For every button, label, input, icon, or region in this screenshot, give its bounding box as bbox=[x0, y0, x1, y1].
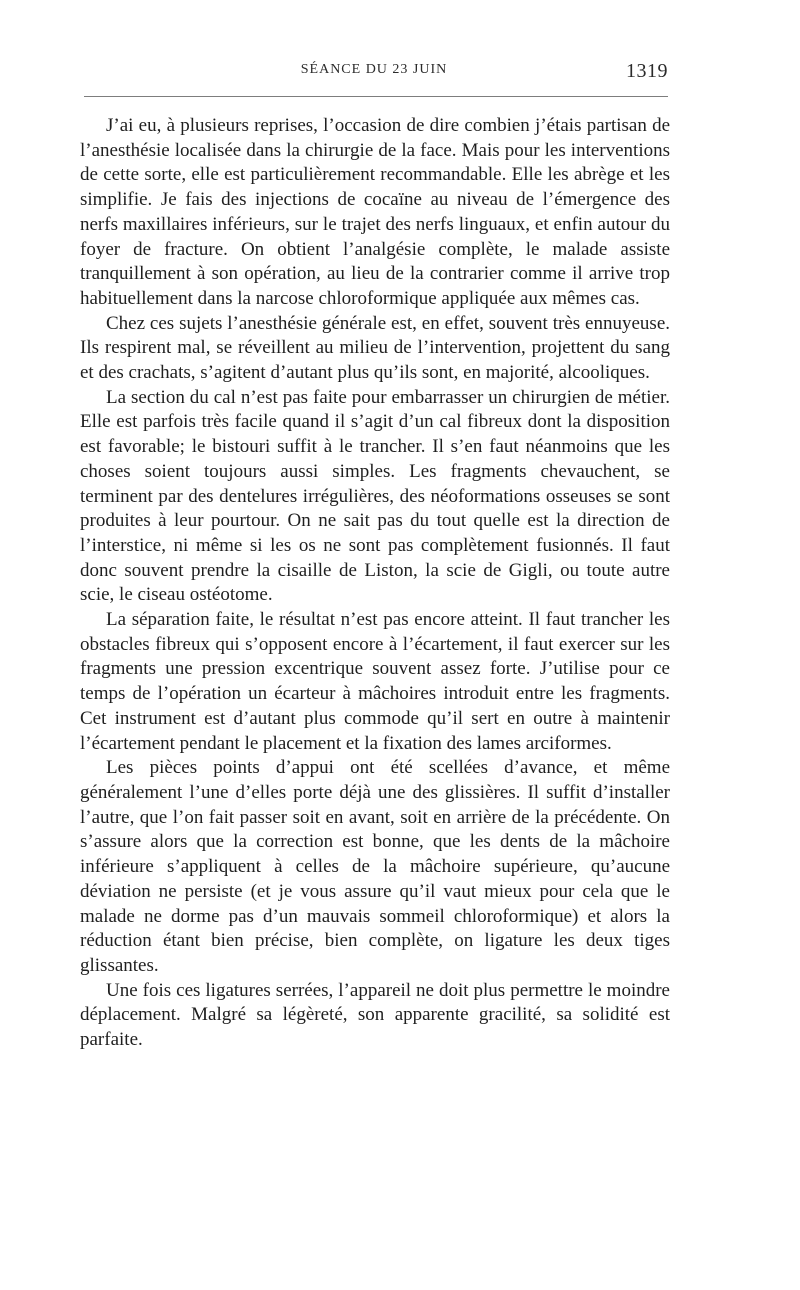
header-title: SÉANCE DU 23 JUIN bbox=[300, 62, 448, 77]
body-text bbox=[80, 114, 670, 1053]
paragraph-section-du-cal: La section du cal n’est pas faite pour embarrasser un chirurgien de métier. Elle est parfois très facile quand il s’agit d’un cal fibreux dont la disposition est favorable; le bistouri suffit à le trancher. Il s’en faut néanmoins que les choses soient toujours aussi simples. Les fragments chevauchent, se terminent par des dentelures irrégulières, des néoformations osseuses se sont produites à leur pourtour. On ne sait pas du tout quelle est la direction de l’interstice, ni même si les os ne sont pas complètement fusionnés. Il faut donc souvent prendre la cisaille de Liston, la scie de Gigli, ou toute autre scie, le ciseau ostéotome. bbox=[80, 386, 670, 606]
paragraph-points-appui: Les pièces points d’appui ont été scellées d’avance, et même généralement l’une d’elles porte déjà une des glissières. Il suffit d’installer l’autre, que l’on fait passer soit en avant, soit en arrière de la précédente. On s’assure alors que la correction est bonne, que les dents de la mâchoire inférieure s’appliquent à celles de la mâchoire supérieure, qu’aucune déviation ne persiste (et je vous assure qu’il vaut mieux pour cela que le malade ne dorme pas d’un mauvais sommeil chloroformique) et alors la réduction étant bien précise, bien complète, on ligature les deux tiges glissantes. bbox=[80, 757, 670, 976]
paragraph-anesthesie-generale: Chez ces sujets l’anesthésie générale est, en effet, souvent très ennuyeuse. Ils respirent mal, se réveillent au milieu de l’intervention, projettent du sang et des crachats, s’agitent d’autant plus qu’ils sont, en majorité, alcooliques. bbox=[80, 312, 670, 384]
header-rule bbox=[84, 96, 668, 97]
running-head bbox=[80, 60, 668, 86]
paragraph-ligatures: Une fois ces ligatures serrées, l’appareil ne doit plus permettre le moindre déplacement. Malgré sa légèreté, son apparente gracilité, sa solidité est parfaite. bbox=[80, 979, 670, 1051]
page-number: 1319 bbox=[626, 60, 668, 82]
paragraph-separation: La séparation faite, le résultat n’est pas encore atteint. Il faut trancher les obstacles fibreux qui s’opposent encore à l’écartement, il faut exercer sur les fragments une pression excentrique souvent assez forte. J’utilise pour ce temps de l’opération un écarteur à mâchoires introduit entre les fragments. Cet instrument est d’autant plus commode qu’il sert en outre à maintenir l’écartement pendant le placement et la fixation des lames arciformes. bbox=[80, 609, 670, 754]
paragraph-anesthesie-localisee: J’ai eu, à plusieurs reprises, l’occasion de dire combien j’étais partisan de l’anesthésie localisée dans la chirurgie de la face. Mais pour les interventions de cette sorte, elle est particulièrement recommandable. Elle les abrège et les simplifie. Je fais des injections de cocaïne au niveau de l’émergence des nerfs maxillaires inférieurs, sur le trajet des nerfs linguaux, et enfin autour du foyer de fracture. On obtient l’analgésie complète, le malade assiste tranquillement à son opération, au lieu de la contrarier comme il arrive trop habituellement dans la narcose chloroformique appliquée aux mêmes cas. bbox=[80, 115, 670, 309]
